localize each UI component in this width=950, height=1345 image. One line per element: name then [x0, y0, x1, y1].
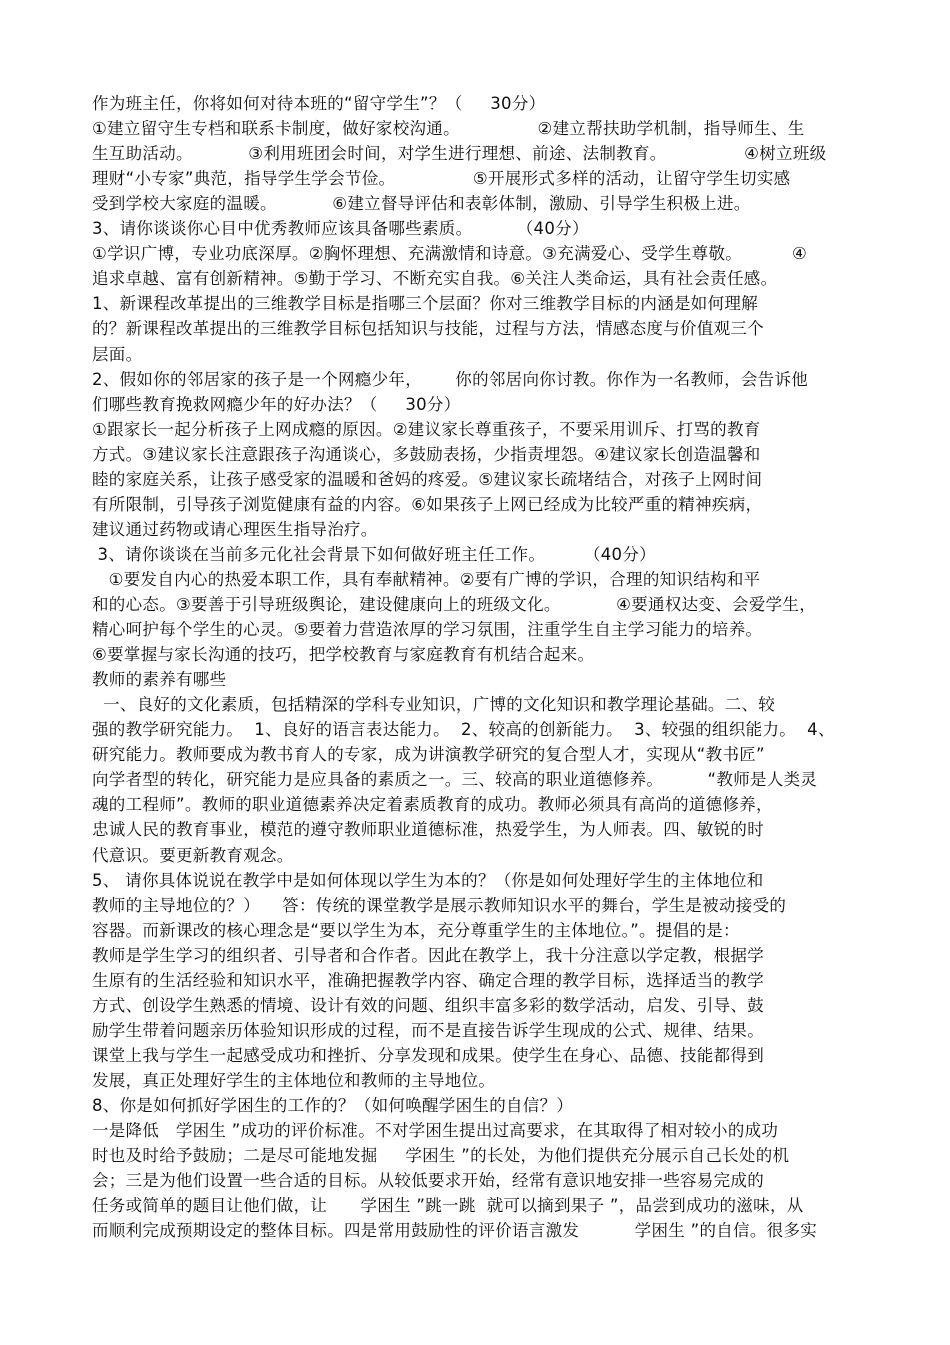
text-line: 1、新课程改革提出的三维教学目标是指哪三个层面？你对三维教学目标的内涵是如何理解: [92, 294, 758, 313]
text-line: 教师是学生学习的组织者、引导者和合作者。因此在教学上，我十分注意以学定教，根据学: [92, 946, 764, 965]
text-line: 建议通过药物或请心理医生指导治疗。: [92, 520, 378, 539]
text-line: 方式。③建议家长注意跟孩子沟通谈心，多鼓励表扬，少指责埋怨。④建议家长创造温馨和: [92, 445, 761, 464]
text-line: 睦的家庭关系，让孩子感受家的温暖和爸妈的疼爱。⑤建议家长疏堵结合，对孩子上网时间: [92, 470, 763, 489]
text-line: 课堂上我与学生一起感受成功和挫折、分享发现和成果。使学生在身心、品德、技能都得到: [92, 1046, 764, 1065]
text-line: 受到学校大家庭的温暖。 ⑥建立督导评估和表彰体制，激励、引导学生积极上进。: [92, 194, 751, 213]
text-line: 研究能力。教师要成为教书育人的专家，成为讲演教学研究的复合型人才，实现从“教书匠”: [92, 745, 765, 764]
text-line: 5、 请你具体说说在教学中是如何体现以学生为本的？（你是如何处理好学生的主体地位和: [92, 871, 764, 890]
text-line: 层面。: [92, 345, 143, 364]
text-line: 时也及时给予鼓励；二是尽可能地发掘 学困生 ”的长处，为他们提供充分展示自己长处的机: [92, 1146, 790, 1165]
text-line: 们哪些教育挽救网瘾少年的好办法？（ 30分）: [92, 395, 461, 414]
text-line: 魂的工程师”。教师的职业道德素养决定着素质教育的成功。教师必须具有高尚的道德修养，: [92, 795, 773, 814]
text-line: 而顺利完成预期设定的整体目标。四是常用鼓励性的评价语言激发 学困生 ”的自信。很多实: [92, 1221, 818, 1240]
text-line: 有所限制，引导孩子浏览健康有益的内容。⑥如果孩子上网已经成为比较严重的精神疾病，: [92, 495, 763, 514]
text-line: 忠诚人民的教育事业，模范的遵守教师职业道德标准，热爱学生，为人师表。四、敏锐的时: [92, 820, 764, 839]
text-line: 代意识。要更新教育观念。: [92, 846, 294, 865]
text-line: 和的心态。③要善于引导班级舆论，建设健康向上的班级文化。 ④要通权达变、会爱学生，: [92, 595, 817, 614]
text-line: 一、良好的文化素质，包括精深的学科专业知识，广博的文化知识和教学理论基础。二、较: [92, 695, 776, 714]
text-line: 会；三是为他们设置一些合适的目标。从较低要求开始，经常有意识地安排一些容易完成的: [92, 1171, 764, 1190]
text-line: 发展，真正处理好学生的主体地位和教师的主导地位。: [92, 1071, 496, 1090]
text-line: 强的教学研究能力。 1、良好的语言表达能力。 2、较高的创新能力。 3、较强的组织能力。 4、: [92, 720, 835, 739]
text-line: 教师的素养有哪些: [92, 670, 227, 689]
text-line: 2、假如你的邻居家的孩子是一个网瘾少年， 你的邻居向你讨教。你作为一名教师，会告诉他: [92, 370, 809, 389]
text-line: 任务或简单的题目让他们做，让 学困生 ”跳一跳 就可以摘到果子 ”，品尝到成功的滋味，从: [92, 1196, 804, 1215]
text-line: 生原有的生活经验和知识水平，准确把握教学内容、确定合理的教学目标，选择适当的教学: [92, 971, 764, 990]
text-line: 一是降低 学困生 ”成功的评价标准。不对学困生提出过高要求，在其取得了相对较小的成功: [92, 1121, 779, 1140]
text-line: 教师的主导地位的？） 答：传统的课堂教学是展示教师知识水平的舞台，学生是被动接受的: [92, 896, 787, 915]
text-line: 方式、创设学生熟悉的情境、设计有效的问题、组织丰富多彩的数学活动，启发、引导、鼓: [92, 996, 764, 1015]
text-line: 容器。而新课改的核心理念是“要以学生为本，充分尊重学生的主体地位。”。提倡的是：: [92, 921, 740, 940]
text-line: ⑥要掌握与家长沟通的技巧，把学校教育与家庭教育有机结合起来。: [92, 645, 595, 664]
text-line: 生互助活动。 ③利用班团会时间，对学生进行理想、前途、法制教育。 ④树立班级: [92, 144, 827, 163]
text-line: 8、你是如何抓好学困生的工作的？（如何唤醒学困生的自信？）: [92, 1096, 574, 1115]
text-line: 3、请你谈谈在当前多元化社会背景下如何做好班主任工作。 （40分）: [92, 545, 656, 564]
text-line: 3、请你谈谈你心目中优秀教师应该具备哪些素质。 （40分）: [92, 219, 589, 238]
text-line: 精心呵护每个学生的心灵。⑤要着力营造浓厚的学习氛围，注重学生自主学习能力的培养。: [92, 620, 763, 639]
text-line: ①跟家长一起分析孩子上网成瘾的原因。②建议家长尊重孩子，不要采用训斥、打骂的教育: [92, 420, 761, 439]
text-line: ①要发自内心的热爱本职工作，具有奉献精神。②要有广博的学识，合理的知识结构和平: [92, 570, 761, 589]
text-line: 的？新课程改革提出的三维教学目标包括知识与技能，过程与方法，情感态度与价值观三个: [92, 319, 764, 338]
text-line: 向学者型的转化，研究能力是应具备的素质之一。三、较高的职业道德修养。 “教师是人类灵: [92, 770, 818, 789]
text-line: 励学生带着问题亲历体验知识形成的过程，而不是直接告诉学生现成的公式、规律、结果。: [92, 1021, 764, 1040]
text-line: ①学识广博，专业功底深厚。②胸怀理想、充满激情和诗意。③充满爱心、受学生尊敬。 ④: [92, 244, 808, 263]
text-line: 追求卓越、富有创新精神。⑤勤于学习、不断充实自我。⑥关注人类命运，具有社会责任感。: [92, 269, 778, 288]
text-line: ①建立留守生专档和联系卡制度，做好家校沟通。 ②建立帮扶助学机制，指导师生、生: [92, 119, 805, 138]
text-line: 理财“小专家”典范，指导学生学会节俭。 ⑤开展形式多样的活动，让留守学生切实感: [92, 169, 791, 188]
text-line: 作为班主任，你将如何对待本班的“留守学生”？（ 30分）: [92, 94, 546, 113]
